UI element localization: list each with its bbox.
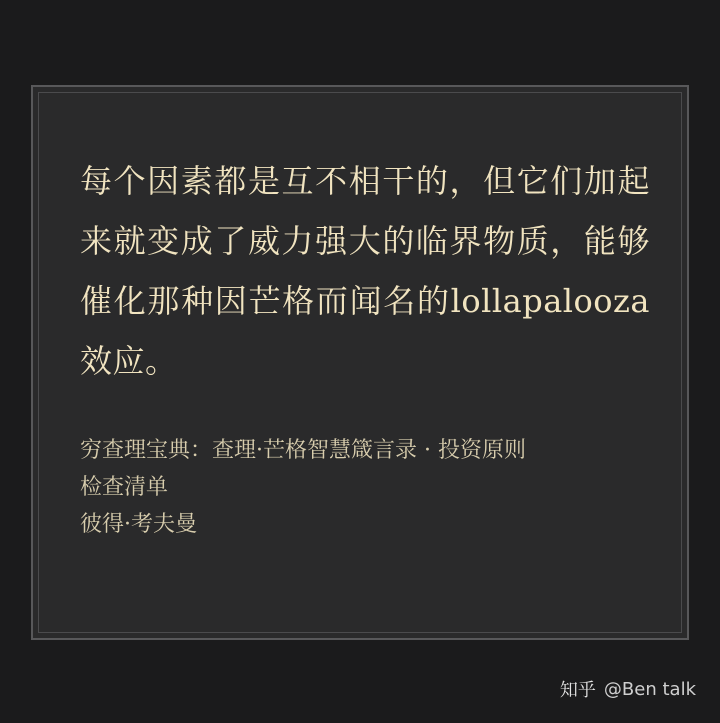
watermark-handle: @Ben talk: [603, 678, 696, 700]
source-author: 彼得·考夫曼: [80, 512, 197, 537]
watermark-site: 知乎: [559, 680, 596, 701]
source-book-line-2: 检查清单: [80, 475, 169, 500]
quote-card: [31, 85, 689, 640]
watermark: [560, 676, 696, 702]
quote-text: 每个因素都是互不相干的，但它们加起来就变成了威力强大的临界物质，能够催化那种因芒格而闻名的lollapalooza效应。: [80, 162, 650, 380]
source-book-line-1: 穷查理宝典：查理·芒格智慧箴言录 · 投资原则: [80, 438, 526, 463]
quote-source: [80, 432, 650, 543]
